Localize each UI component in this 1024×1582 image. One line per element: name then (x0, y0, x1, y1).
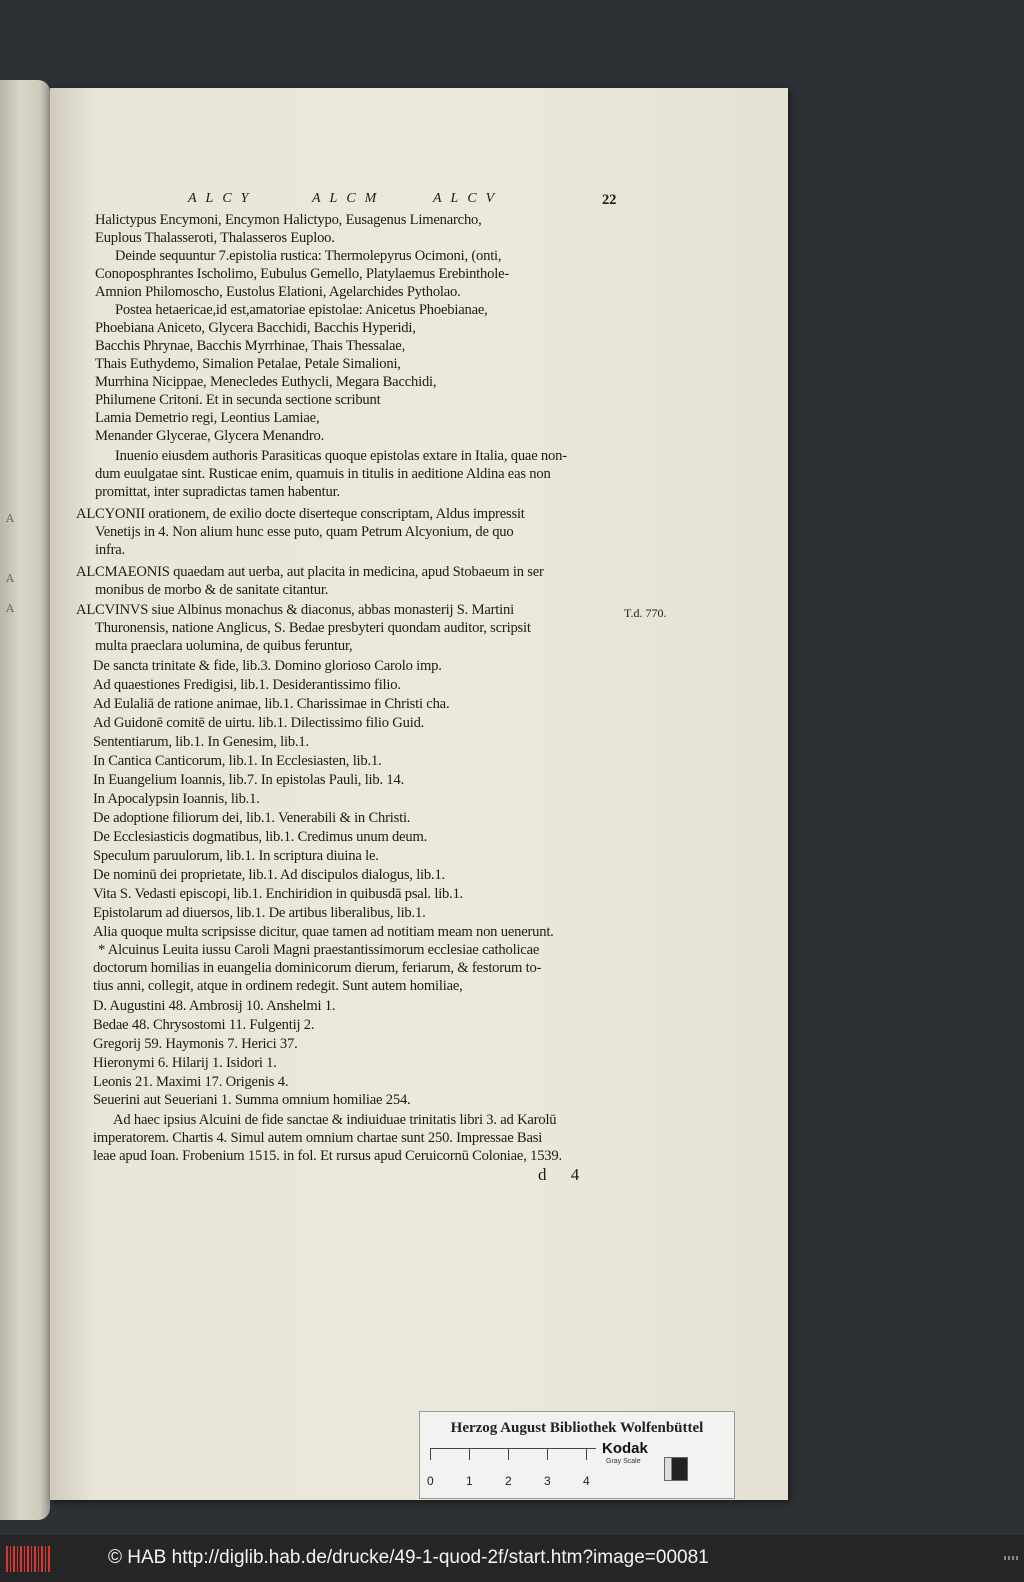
works-list-row: Sententiarum, lib.1. In Genesim, lib.1. (93, 734, 309, 750)
margin-note: T.d. 770. (624, 606, 667, 620)
text-line: Inuenio eiusdem authoris Parasiticas quoque epistolas extare in Italia, quae non- (115, 448, 567, 464)
text-line: Phoebiana Aniceto, Glycera Bacchidi, Bacchis Hyperidi, (95, 320, 416, 336)
homily-row: Seuerini aut Seueriani 1. Summa omnium homiliae 254. (93, 1092, 411, 1108)
works-list-row: De nominū dei proprietate, lib.1. Ad discipulos dialogus, lib.1. (93, 867, 446, 883)
text-line: Deinde sequuntur 7.epistolia rustica: Thermolepyrus Ocimoni, (onti, (115, 248, 502, 264)
scale-rule (430, 1448, 596, 1449)
homily-row: Hieronymi 6. Hilarij 1. Isidori 1. (93, 1055, 277, 1071)
scale-tick (586, 1448, 587, 1460)
text-line: Menander Glycerae, Glycera Menandro. (95, 428, 325, 444)
text-line: Thuronensis, natione Anglicus, S. Bedae presbyteri quondam auditor, scripsit (95, 620, 531, 636)
works-list-row: Ad quaestiones Fredigisi, lib.1. Desiderantissimo filio. (93, 677, 401, 693)
scale-tick (547, 1448, 548, 1460)
text-line: doctorum homilias in euangelia dominicorum dierum, feriarum, & festorum to- (93, 960, 542, 976)
text-line: Thais Euthydemo, Simalion Petalae, Petale Simalioni, (95, 356, 401, 372)
scale-number: 4 (583, 1474, 590, 1488)
homily-row: Gregorij 59. Haymonis 7. Herici 37. (93, 1036, 298, 1052)
scale-number: 2 (505, 1474, 512, 1488)
facing-page-fragment: A (6, 602, 14, 615)
text-line: multa praeclara uolumina, de quibus feruntur, (95, 638, 353, 654)
text-line: tius anni, collegit, atque in ordinem redegit. Sunt autem homiliae, (93, 978, 463, 994)
text-line: imperatorem. Chartis 4. Simul autem omnium chartae sunt 250. Impressae Basi (93, 1130, 543, 1146)
works-list-row: Epistolarum ad diuersos, lib.1. De artibus liberalibus, lib.1. (93, 905, 426, 921)
works-list-row: In Apocalypsin Ioannis, lib.1. (93, 791, 260, 807)
scale-number: 3 (544, 1474, 551, 1488)
text-line: * Alcuinus Leuita iussu Caroli Magni praestantissimorum ecclesiae catholicae (98, 942, 540, 958)
works-list-row: Speculum paruulorum, lib.1. In scriptura diuina le. (93, 848, 379, 864)
entry-alcmaeon: ALCMAEONIS quaedam aut uerba, aut placita in medicina, apud Stobaeum in ser (76, 564, 544, 580)
works-list-row: De Ecclesiasticis dogmatibus, lib.1. Credimus unum deum. (93, 829, 428, 845)
text-line: Murrhina Nicippae, Menecledes Euthycli, Megara Bacchidi, (95, 374, 437, 390)
barcode-icon (6, 1546, 50, 1572)
works-list-row: Ad Eulaliā de ratione animae, lib.1. Charissimae in Christi cha. (93, 696, 450, 712)
scale-tick (508, 1448, 509, 1460)
text-line: Lamia Demetrio regi, Leontius Lamiae, (95, 410, 320, 426)
works-list-row: Vita S. Vedasti episcopi, lib.1. Enchiridion in quibusdā psal. lib.1. (93, 886, 464, 902)
folio-number: 22 (602, 192, 617, 208)
signature-mark: d 4 (538, 1165, 590, 1184)
facing-page-fragment: A (6, 572, 14, 585)
library-name: Herzog August Bibliothek Wolfenbüttel (450, 1420, 704, 1436)
text-line: Halictypus Encymoni, Encymon Halictypo, Eusagenus Limenarcho, (95, 212, 482, 228)
facing-page-edge (0, 80, 50, 1520)
homily-row: Bedae 48. Chrysostomi 11. Fulgentij 2. (93, 1017, 315, 1033)
kodak-logo: Kodak (602, 1440, 648, 1457)
scale-number: 1 (466, 1474, 473, 1488)
scale-tick (430, 1448, 431, 1460)
text-line: infra. (95, 542, 125, 558)
text-line: monibus de morbo & de sanitate citantur. (95, 582, 329, 598)
works-list-row: In Cantica Canticorum, lib.1. In Ecclesiasten, lib.1. (93, 753, 382, 769)
homily-row: D. Augustini 48. Ambrosij 10. Anshelmi 1. (93, 998, 336, 1014)
works-list-row: De adoptione filiorum dei, lib.1. Venerabili & in Christi. (93, 810, 411, 826)
homily-row: Leonis 21. Maximi 17. Origenis 4. (93, 1074, 289, 1090)
footer-link[interactable]: © HAB http://diglib.hab.de/drucke/49-1-quod-2f/start.htm?image=00081 (108, 1547, 709, 1568)
color-scale-card (419, 1411, 735, 1499)
text-line: leae apud Ioan. Frobenium 1515. in fol. Et rursus apud Ceruicornū Coloniae, 1539. (93, 1148, 562, 1164)
scale-number: 0 (427, 1474, 434, 1488)
text-line: Postea hetaericae,id est,amatoriae epistolae: Anicetus Phoebianae, (115, 302, 488, 318)
entry-alcuinus: ALCVINVS siue Albinus monachus & diaconus, abbas monasterij S. Martini (76, 602, 514, 618)
running-head-1: ALCY (188, 191, 258, 206)
text-line: Conoposphrantes Ischolimo, Eubulus Gemello, Platylaemus Erebinthole- (95, 266, 510, 282)
running-head-2: ALCM (312, 191, 386, 206)
text-line: Ad haec ipsius Alcuini de fide sanctae & indiuiduae trinitatis libri 3. ad Karolū (113, 1112, 557, 1128)
menu-dots-icon[interactable] (1004, 1556, 1018, 1560)
running-head-3: ALCV (433, 191, 504, 206)
facing-page-fragment: A (6, 512, 14, 525)
works-list-row: Ad Guidonē comitē de uirtu. lib.1. Dilectissimo filio Guid. (93, 715, 425, 731)
works-list-row: In Euangelium Ioannis, lib.7. In epistolas Pauli, lib. 14. (93, 772, 405, 788)
text-line: Venetijs in 4. Non alium hunc esse puto, quam Petrum Alcyonium, de quo (95, 524, 514, 540)
book-page (50, 88, 788, 1500)
gray-scale-label: Gray Scale (606, 1458, 641, 1465)
scale-tick (469, 1448, 470, 1460)
text-line: Euplous Thalasseroti, Thalasseros Euploo. (95, 230, 335, 246)
text-line: promittat, inter supradictas tamen habentur. (95, 484, 340, 500)
text-line: Amnion Philomoscho, Eustolus Elationi, Agelarchides Pytholao. (95, 284, 461, 300)
entry-alcyonius: ALCYONII orationem, de exilio docte diserteque conscriptam, Aldus impressit (76, 506, 525, 522)
text-line: Philumene Critoni. Et in secunda sectione scribunt (95, 392, 381, 408)
text-line: dum euulgatae sint. Rusticae enim, quamuis in titulis in aeditione Aldina eas non (95, 466, 551, 482)
works-list-row: De sancta trinitate & fide, lib.3. Domino glorioso Carolo imp. (93, 658, 442, 674)
text-line: Bacchis Phrynae, Bacchis Myrrhinae, Thais Thessalae, (95, 338, 406, 354)
gray-swatch (664, 1457, 688, 1481)
text-line: Alia quoque multa scripsisse dicitur, quae tamen ad notitiam meam non uenerunt. (93, 924, 554, 940)
